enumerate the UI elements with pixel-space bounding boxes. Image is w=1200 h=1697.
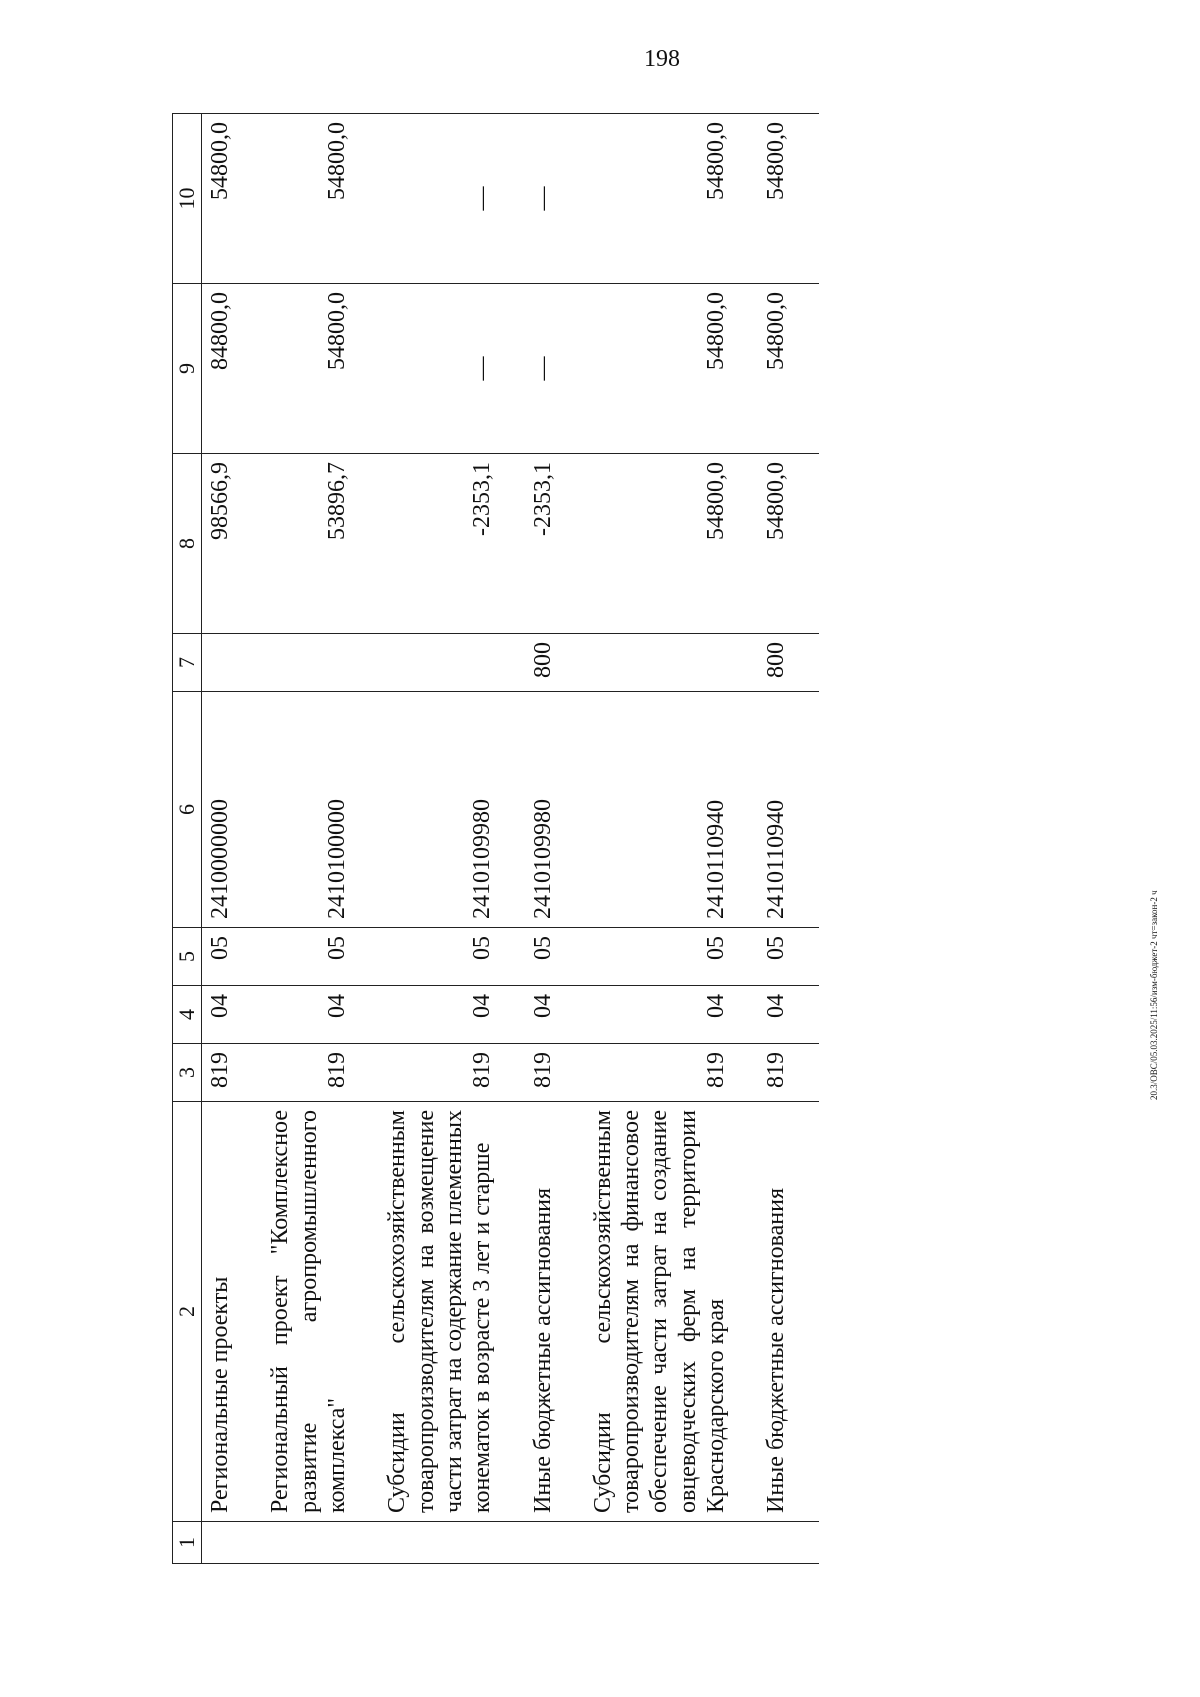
subsection-code: 05	[585, 928, 759, 986]
target-article-code: 2410109980	[525, 692, 585, 928]
target-article-code: 2410110940	[585, 692, 759, 928]
expense-type-code	[585, 634, 759, 692]
item-name: Иные бюджетные ассигнования	[758, 1102, 818, 1522]
budget-table	[172, 113, 819, 1564]
row-index-cell	[202, 1522, 263, 1564]
ministry-code: 819	[202, 1044, 263, 1102]
amount-col-10: 54800,0	[202, 114, 263, 284]
column-header-6: 6	[173, 692, 202, 928]
amount-col-10: 54800,0	[585, 114, 759, 284]
table-row	[585, 114, 759, 1564]
subsection-code: 05	[262, 928, 379, 986]
item-name: Субсидии сельскохозяйственным товаропроизводителям на возмещение части затрат на содержание племенных конематок в возрасте 3 лет и старше	[379, 1102, 524, 1522]
section-code: 04	[262, 986, 379, 1044]
item-name: Субсидии сельскохозяйственным товаропроизводителям на финансовое обеспечение части затрат на создание овцеводческих ферм на территории Краснодарского края	[585, 1102, 759, 1522]
ministry-code: 819	[585, 1044, 759, 1102]
column-header-4: 4	[173, 986, 202, 1044]
subsection-code: 05	[758, 928, 818, 986]
column-header-1: 1	[173, 1522, 202, 1564]
ministry-code: 819	[379, 1044, 524, 1102]
target-article-code: 2410109980	[379, 692, 524, 928]
row-index-cell	[758, 1522, 818, 1564]
expense-type-code: 800	[758, 634, 818, 692]
amount-col-10: 54800,0	[758, 114, 818, 284]
subsection-code: 05	[202, 928, 263, 986]
amount-col-10: 54800,0	[262, 114, 379, 284]
row-index-cell	[379, 1522, 524, 1564]
column-header-9: 9	[173, 284, 202, 454]
amount-col-10: —	[525, 114, 585, 284]
amount-col-10: —	[379, 114, 524, 284]
column-header-8: 8	[173, 454, 202, 634]
subsection-code: 05	[525, 928, 585, 986]
table-row	[525, 114, 585, 1564]
section-code: 04	[202, 986, 263, 1044]
column-header-7: 7	[173, 634, 202, 692]
item-name: Региональные проекты	[202, 1102, 263, 1522]
amount-col-8: 53896,7	[262, 454, 379, 634]
target-article-code: 2410000000	[202, 692, 263, 928]
document-stamp-text: 20.3/ОВС/05.03.2025/11:56/изм-бюджет-2 чт=закон-2 ч	[1149, 890, 1159, 1100]
section-code: 04	[585, 986, 759, 1044]
table-row	[262, 114, 379, 1564]
section-code: 04	[758, 986, 818, 1044]
amount-col-9: 54800,0	[758, 284, 818, 454]
ministry-code: 819	[262, 1044, 379, 1102]
expense-type-code	[202, 634, 263, 692]
amount-col-9: —	[379, 284, 524, 454]
section-code: 04	[379, 986, 524, 1044]
row-index-cell	[262, 1522, 379, 1564]
column-header-10: 10	[173, 114, 202, 284]
amount-col-8: 98566,9	[202, 454, 263, 634]
target-article-code: 2410100000	[262, 692, 379, 928]
ministry-code: 819	[758, 1044, 818, 1102]
table-header-row	[173, 114, 202, 1564]
expense-type-code	[262, 634, 379, 692]
table-row	[758, 114, 818, 1564]
item-name: Региональный проект "Комплексное развитие агропромышленного комплекса"	[262, 1102, 379, 1522]
amount-col-9: 54800,0	[262, 284, 379, 454]
expense-type-code	[379, 634, 524, 692]
expense-type-code: 800	[525, 634, 585, 692]
amount-col-9: 54800,0	[585, 284, 759, 454]
amount-col-8: -2353,1	[379, 454, 524, 634]
row-index-cell	[585, 1522, 759, 1564]
page-number: 198	[644, 46, 680, 72]
item-name: Иные бюджетные ассигнования	[525, 1102, 585, 1522]
column-header-3: 3	[173, 1044, 202, 1102]
table-row	[202, 114, 263, 1564]
amount-col-9: 84800,0	[202, 284, 263, 454]
target-article-code: 2410110940	[758, 692, 818, 928]
section-code: 04	[525, 986, 585, 1044]
column-header-2: 2	[173, 1102, 202, 1522]
amount-col-8: -2353,1	[525, 454, 585, 634]
subsection-code: 05	[379, 928, 524, 986]
amount-col-8: 54800,0	[585, 454, 759, 634]
amount-col-9: —	[525, 284, 585, 454]
budget-table-frame	[172, 114, 1172, 1564]
table-row	[379, 114, 524, 1564]
ministry-code: 819	[525, 1044, 585, 1102]
row-index-cell	[525, 1522, 585, 1564]
column-header-5: 5	[173, 928, 202, 986]
amount-col-8: 54800,0	[758, 454, 818, 634]
